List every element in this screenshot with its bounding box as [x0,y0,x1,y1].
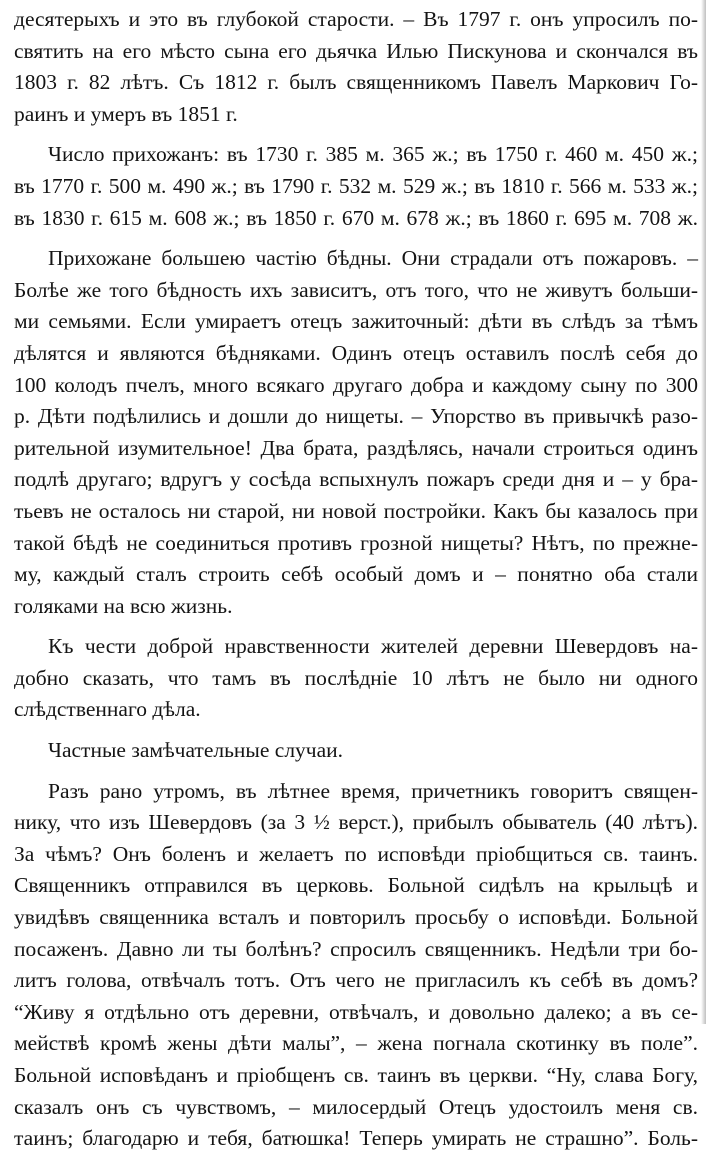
text-line: увидѣвъ священника всталъ и повторилъ просьбу о исповѣди. Больной [14,905,698,930]
section-heading [14,735,698,767]
text-line: “Живу я отдѣльно отъ деревни, отвѣчалъ, и довольно далеко; а въ се- [14,999,698,1024]
text-line: въ 1770 г. 500 м. 490 ж.; въ 1790 г. 532 м. 529 ж.; въ 1810 г. 566 м. 533 ж.; [14,173,698,198]
paragraph-parishioner-count [14,139,698,234]
text-line: му, каждый сталъ строить себѣ особый домъ и – понятно оба стали [14,562,698,587]
text-line: дѣлятся и являются бѣдняками. Одинъ отецъ оставилъ послѣ себя до [14,340,698,365]
text-line: 1803 г. 82 лѣтъ. Съ 1812 г. былъ священникомъ Павелъ Маркович Го- [14,70,698,95]
text-line: святить на его мѣсто сына его дьячка Илью Пискунова и скончался въ [14,38,698,63]
text-line: Болѣе же того бѣдность ихъ зависитъ, отъ того, что не живутъ больши- [14,277,698,302]
paragraph-priests [14,4,698,130]
text-line: За чѣмъ? Онъ боленъ и желаетъ по исповѣди пріобщиться св. таинъ. [14,841,698,866]
document-page [14,4,698,1155]
text-line: ми семьями. Если умираетъ отецъ зажиточный: дѣти въ слѣдъ за тѣмъ [14,309,698,334]
text-line: рительной изумительное! Два брата, раздѣлясь, начали строиться одинъ [14,435,698,460]
text-line: Священникъ отправился въ церковь. Больной сидѣлъ на крыльцѣ и [14,873,698,898]
text-line: голяками на всю жизнь. [14,593,233,618]
text-line: литъ голова, отвѣчалъ тотъ. Отъ чего не пригласилъ къ себѣ въ домъ? [14,968,698,993]
text-line: посаженъ. Давно ли ты болѣнъ? спросилъ священникъ. Недѣли три бо- [14,936,698,961]
text-line: р. Дѣти подѣлились и дошли до нищеты. – Упорство въ привычкѣ разо- [14,404,698,429]
text-line: 100 колодъ пчелъ, много всякаго другаго добра и каждому сыну по 300 [14,372,698,397]
text-line: Прихожане большею частію бѣдны. Они страдали отъ пожаровъ. – [48,246,698,271]
text-line: Больной исповѣданъ и пріобщенъ св. таинъ въ церкви. “Ну, слава Богу, [14,1063,698,1087]
text-line: нику, что изъ Шевердовъ (за 3 ½ верст.), прибылъ обыватель (40 лѣтъ). [14,810,698,835]
paragraph-story [14,776,698,1155]
text-line: Частные замѣчательные случаи. [48,738,344,763]
text-line: подлѣ другаго; вдругъ у сосѣда вспыхнулъ пожаръ среди дня и – у бра- [14,467,698,492]
text-line: Къ чести доброй нравственности жителей деревни Шевердовъ на- [48,634,698,659]
text-line: слѣдственнаго дѣла. [14,697,201,722]
text-line: добно сказать, что тамъ въ послѣдніе 10 лѣтъ не было ни одного [14,665,698,690]
text-line: тьевъ не осталось ни старой, ни новой постройки. Какъ бы казалось при [14,498,698,523]
text-line: мействѣ кромѣ жены дѣти малы”, – жена погнала скотинку въ поле”. [14,1031,698,1056]
text-line: такой бѣдѣ не соединиться противъ грозной нищеты? Нѣтъ, по прежне- [14,530,698,555]
paragraph-poverty [14,243,698,622]
text-line: въ 1830 г. 615 м. 608 ж.; въ 1850 г. 670 м. 678 ж.; въ 1860 г. 695 м. 708 ж. [14,205,698,230]
text-line: раинъ и умеръ въ 1851 г. [14,101,238,126]
text-line: сказалъ онъ съ чувствомъ, – милосердый Отецъ удостоилъ меня св. [14,1094,698,1119]
text-line: Разъ рано утромъ, въ лѣтнее время, причетникъ говоритъ священ- [48,778,698,803]
text-line: десятерыхъ и это въ глубокой старости. – Въ 1797 г. онъ упросилъ по- [14,7,698,31]
paragraph-morality [14,631,698,726]
page-edge-shadow [701,0,706,1024]
text-line: Число прихожанъ: въ 1730 г. 385 м. 365 ж.; въ 1750 г. 460 м. 450 ж.; [48,142,698,167]
text-line: таинъ; благодарю и тебя, батюшка! Теперь умирать не страшно”. Боль- [14,1126,698,1151]
